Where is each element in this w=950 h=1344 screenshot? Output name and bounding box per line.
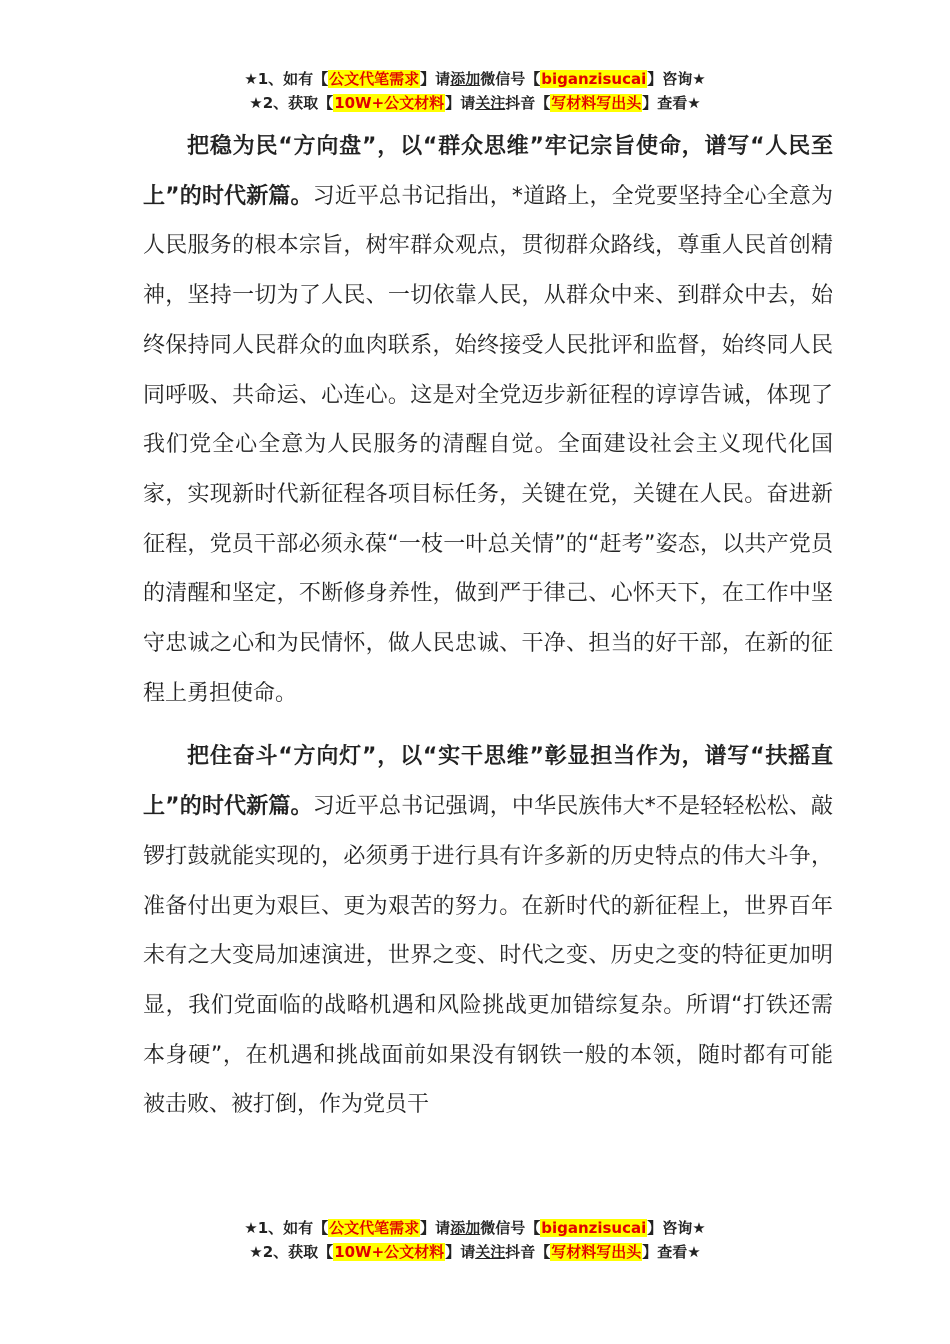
banner-underline: 添加 xyxy=(450,70,481,88)
banner-line-2 xyxy=(0,1240,950,1264)
paragraph-lead: 把住奋斗“方向灯”，以“实干思维”彰显担当作为，谱写“扶摇直上”的时代新篇。 xyxy=(143,744,833,820)
banner-highlight: 写材料写出头 xyxy=(551,94,642,112)
banner-text: 】咨询★ xyxy=(647,70,706,88)
banner-text: 】请 xyxy=(445,94,476,112)
banner-text: 微信号【 xyxy=(480,1219,541,1237)
banner-underline: 添加 xyxy=(450,1219,481,1237)
banner-line-2 xyxy=(0,91,950,115)
banner-underline: 关注 xyxy=(475,94,506,112)
banner-line-1 xyxy=(0,67,950,91)
paragraph xyxy=(143,732,833,1130)
banner-text: 抖音【 xyxy=(505,94,551,112)
banner-text: 】咨询★ xyxy=(647,1219,706,1237)
banner-text: 微信号【 xyxy=(480,70,541,88)
banner-highlight: 10W+公文材料 xyxy=(334,1243,445,1261)
banner-text: ★1、如有【 xyxy=(244,1219,329,1237)
banner-text: ★2、获取【 xyxy=(249,94,334,112)
document-body xyxy=(143,122,833,1130)
paragraph xyxy=(143,122,833,718)
banner-underline: 关注 xyxy=(475,1243,506,1261)
banner-text: 】查看★ xyxy=(642,1243,701,1261)
banner-highlight: 公文代笔需求 xyxy=(329,1219,420,1237)
banner-line-1 xyxy=(0,1216,950,1240)
paragraph-body: 习近平总书记指出，*道路上，全党要坚持全心全意为人民服务的根本宗旨，树牢群众观点，贯彻群众路线，尊重人民首创精神，坚持一切为了人民、一切依靠人民，从群众中来、到群众中去，始终保持同人民群众的血肉联系，始终接受人民批评和监督，始终同人民同呼吸、共命运、心连心。这是对全党迈步新征程的谆谆告诫，体现了我们党全心全意为人民服务的清醒自觉。全面建设社会主义现代化国家，实现新时代新征程各项目标任务，关键在党，关键在人民。奋进新征程，党员干部必须永葆“一枝一叶总关情”的“赶考”姿态，以共产党员的清醒和坚定，不断修身养性，做到严于律己、心怀天下，在工作中坚守忠诚之心和为民情怀，做人民忠诚、干净、担当的好干部，在新的征程上勇担使命。 xyxy=(143,183,833,706)
banner-text: 】请 xyxy=(420,1219,451,1237)
banner-text: 】请 xyxy=(420,70,451,88)
paragraph-lead: 把稳为民“方向盘”，以“群众思维”牢记宗旨使命，谱写“人民至上”的时代新篇。 xyxy=(143,134,833,209)
banner-text: 】请 xyxy=(445,1243,476,1261)
banner-highlight: 写材料写出头 xyxy=(551,1243,642,1261)
paragraph-body: 习近平总书记强调，中华民族伟大*不是轻轻松松、敲锣打鼓就能实现的，必须勇于进行具有许多新的历史特点的伟大斗争，准备付出更为艰巨、更为艰苦的努力。在新时代的新征程上，世界百年未有之大变局加速演进，世界之变、时代之变、历史之变的特征更加明显，我们党面临的战略机遇和风险挑战更加错综复杂。所谓“打铁还需本身硬”，在机遇和挑战面前如果没有钢铁一般的本领，随时都有可能被击败、被打倒，作为党员干 xyxy=(143,794,833,1118)
banner-highlight: 10W+公文材料 xyxy=(334,94,445,112)
banner-text: ★1、如有【 xyxy=(244,70,329,88)
banner-highlight: 公文代笔需求 xyxy=(329,70,420,88)
header-banner xyxy=(0,67,950,115)
banner-text: 抖音【 xyxy=(505,1243,551,1261)
banner-highlight: biganzisucai xyxy=(541,70,647,88)
footer-banner xyxy=(0,1216,950,1264)
banner-text: ★2、获取【 xyxy=(249,1243,334,1261)
banner-highlight: biganzisucai xyxy=(541,1219,647,1237)
banner-text: 】查看★ xyxy=(642,94,701,112)
